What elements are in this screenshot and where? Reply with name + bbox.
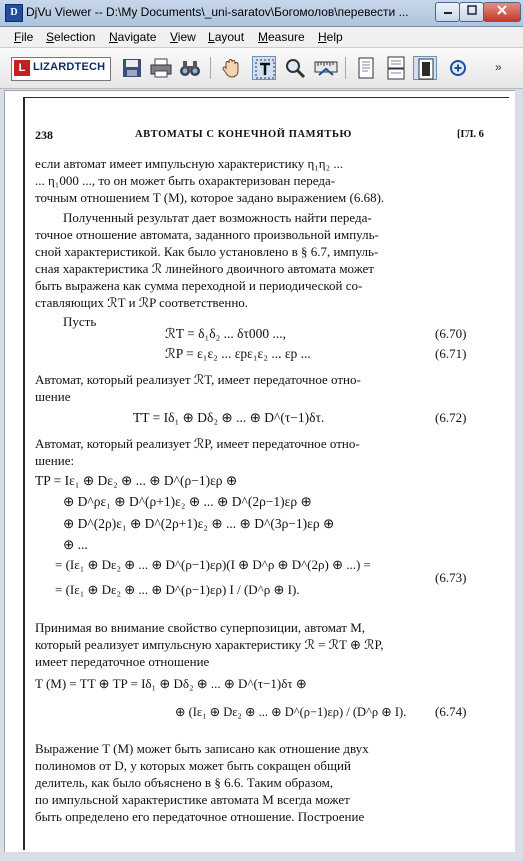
text-line: точное отношение автомата, заданного произвольной импуль- <box>35 227 379 242</box>
zoom-tool-button[interactable] <box>283 56 307 80</box>
equation-number: (6.73) <box>435 570 467 585</box>
text-select-button[interactable] <box>252 56 276 80</box>
toolbar-separator <box>345 57 346 79</box>
text-line: имеет передаточное отношение <box>35 654 210 669</box>
close-icon <box>497 5 507 15</box>
zoom-in-button[interactable] <box>446 56 470 80</box>
single-page-icon <box>354 56 378 80</box>
window-title: DjVu Viewer -- D:\My Documents\_uni-saratov\Богомолов\перевести ... <box>26 5 409 19</box>
lizardtech-logo[interactable] <box>11 57 111 81</box>
equation: = (Iε₁ ⊕ Dε₂ ⊕ ... ⊕ D^(ρ−1)ερ)(I ⊕ D^ρ ⊕ D^(2ρ) ⊕ ...) = <box>55 557 371 572</box>
equation: TP = Iε₁ ⊕ Dε₂ ⊕ ... ⊕ D^(ρ−1)ερ ⊕ <box>35 473 238 488</box>
equation: TT = Iδ₁ ⊕ Dδ₂ ⊕ ... ⊕ D^(τ−1)δτ. <box>133 410 325 425</box>
hand-tool-button[interactable] <box>220 56 244 80</box>
text-line: шение <box>35 389 71 404</box>
text-line: сной характеристикой. Как было установлено в § 6.7, импуль- <box>35 244 379 259</box>
equation: ℛP = ε₁ε₂ ... εpε₁ε₂ ... εp ... <box>165 346 311 361</box>
menu-bar <box>0 27 523 48</box>
zoom-in-icon <box>446 56 470 80</box>
equation-number: (6.71) <box>435 346 467 361</box>
window-frame-right <box>515 90 523 852</box>
binoculars-icon <box>178 56 202 80</box>
page-number: 238 <box>35 128 53 142</box>
measure-icon <box>314 56 338 80</box>
text-line: Принимая во внимание свойство суперпозиции, автомат M, <box>35 620 366 635</box>
text-line: полиномов от D, у которых может быть сокращен общий <box>35 758 351 773</box>
save-button[interactable] <box>120 56 144 80</box>
menu-view[interactable]: View <box>170 30 196 44</box>
facing-icon <box>414 57 438 81</box>
text-line: ... η₁000 ..., то он может быть охарактеризован переда- <box>35 173 336 188</box>
lizardtech-logo-text: LIZARDTECH <box>33 61 106 73</box>
text-line: Выражение T (M) может быть записано как отношение двух <box>35 741 369 756</box>
facing-pages-button[interactable] <box>413 56 437 80</box>
text-line: который реализует импульсную характеристику ℛ = ℛT ⊕ ℛP, <box>35 637 384 652</box>
toolbar-overflow-chevron[interactable]: » <box>495 60 502 74</box>
text-line: точным отношением T (M), которое задано выражением (6.68). <box>35 190 385 205</box>
djvu-app-icon: D <box>5 4 23 22</box>
menu-selection[interactable]: Selection <box>46 30 96 44</box>
menu-measure[interactable]: Measure <box>258 30 305 44</box>
menu-navigate[interactable]: Navigate <box>109 30 157 44</box>
equation: ⊕ ... <box>63 537 88 552</box>
maximize-icon <box>467 5 477 15</box>
text-line: шение: <box>35 453 75 468</box>
text-line: Пусть <box>63 314 97 329</box>
equation: ⊕ D^(2ρ)ε₁ ⊕ D^(2ρ+1)ε₂ ⊕ ... ⊕ D^(3ρ−1)ερ ⊕ <box>63 516 335 531</box>
text-line: Автомат, который реализует ℛP, имеет передаточное отно- <box>35 436 360 451</box>
running-head: АВТОМАТЫ С КОНЕЧНОЙ ПАМЯТЬЮ <box>135 129 352 140</box>
print-icon <box>149 56 173 80</box>
measure-button[interactable] <box>314 56 338 80</box>
single-page-button[interactable] <box>354 56 378 80</box>
text-select-icon <box>253 57 277 81</box>
menu-file[interactable]: File <box>14 30 34 44</box>
window-frame-bottom <box>0 852 523 861</box>
text-line: Автомат, который реализует ℛT, имеет передаточное отно- <box>35 372 361 387</box>
document-page <box>23 97 509 850</box>
equation-number: (6.74) <box>435 704 467 719</box>
toolbar-separator <box>210 57 211 79</box>
text-line: быть выражена как сумма переходной и периодической со- <box>35 278 363 293</box>
text-line: делитель, как было объяснено в § 6.6. Таким образом, <box>35 775 334 790</box>
lizardtech-mark: L <box>14 60 30 76</box>
text-line: по импульсной характеристике автомата M всегда может <box>35 792 350 807</box>
equation: T (M) = TT ⊕ TP = Iδ₁ ⊕ Dδ₂ ⊕ ... ⊕ D^(τ−1)δτ ⊕ <box>35 676 307 691</box>
toolbar <box>0 48 523 89</box>
minimize-button[interactable] <box>435 2 460 22</box>
equation: ⊕ (Iε₁ ⊕ Dε₂ ⊕ ... ⊕ D^(ρ−1)ερ) / (D^ρ ⊕ I). <box>175 705 407 719</box>
document-viewport[interactable] <box>4 90 516 854</box>
menu-help[interactable]: Help <box>318 30 343 44</box>
text-line: Полученный результат дает возможность найти переда- <box>63 210 372 225</box>
equation: = (Iε₁ ⊕ Dε₂ ⊕ ... ⊕ D^(ρ−1)ερ) I / (D^ρ ⊕ I). <box>55 582 300 597</box>
text-line: ставляющих ℛT и ℛP соответственно. <box>35 295 249 310</box>
chapter-mark: [ГЛ. 6 <box>457 129 484 140</box>
save-icon <box>120 56 144 80</box>
title-bar <box>0 0 523 27</box>
text-line: сная характеристика ℛ линейного двоичного автомата может <box>35 261 374 276</box>
text-line: если автомат имеет импульсную характеристику η₁η₂ ... <box>35 156 344 171</box>
continuous-button[interactable] <box>384 56 408 80</box>
close-button[interactable] <box>483 2 521 22</box>
hand-icon <box>220 56 244 80</box>
zoom-icon <box>283 56 307 80</box>
equation: ⊕ D^ρε₁ ⊕ D^(ρ+1)ε₂ ⊕ ... ⊕ D^(2ρ−1)ερ ⊕ <box>63 494 312 509</box>
menu-layout[interactable]: Layout <box>208 30 245 44</box>
print-button[interactable] <box>149 56 173 80</box>
continuous-icon <box>384 56 408 80</box>
equation-number: (6.70) <box>435 326 467 341</box>
equation-number: (6.72) <box>435 410 467 425</box>
find-button[interactable] <box>178 56 202 80</box>
minimize-icon <box>443 5 453 15</box>
maximize-button[interactable] <box>459 2 484 22</box>
equation: ℛT = δ₁δ₂ ... δτ000 ..., <box>165 326 287 341</box>
text-line: быть определено его передаточное отношение. Построение <box>35 809 365 824</box>
